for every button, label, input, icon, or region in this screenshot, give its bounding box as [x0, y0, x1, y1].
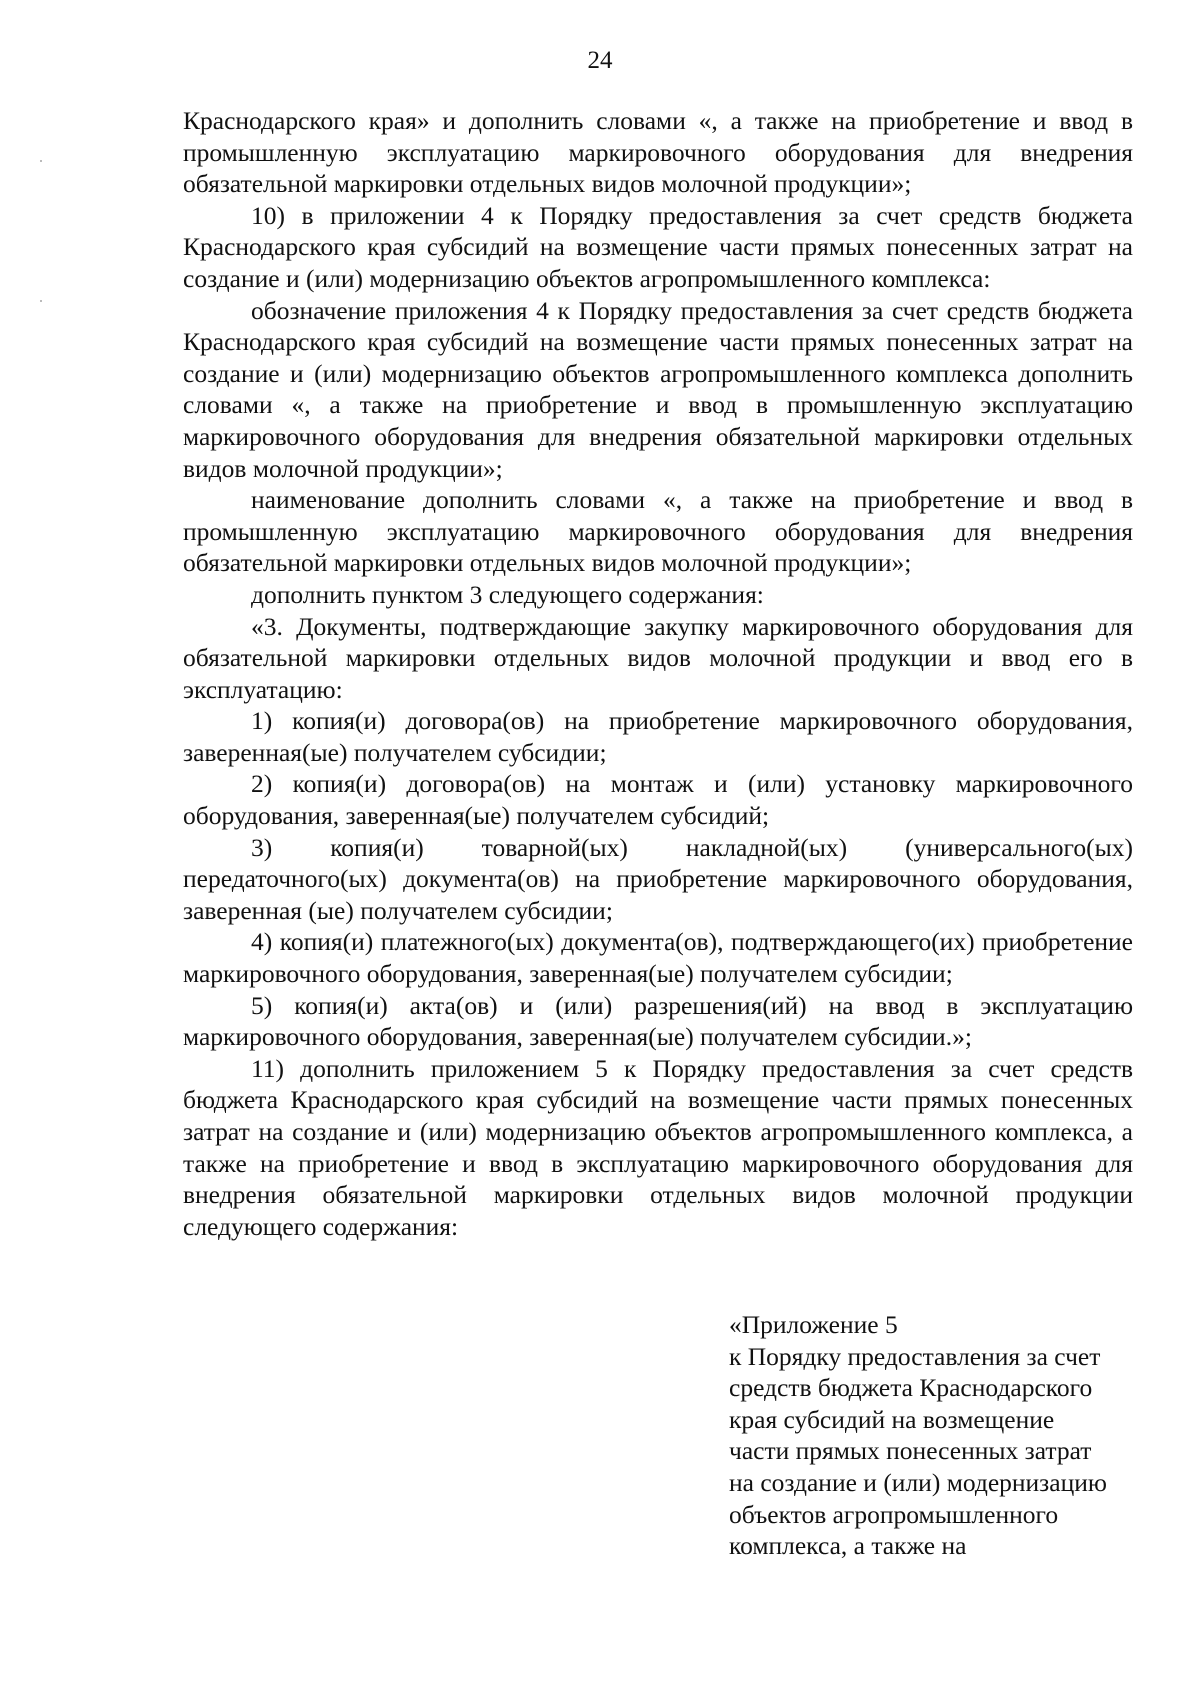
paragraph: обозначение приложения 4 к Порядку предоставления за счет средств бюджета Краснодарского края субсидий на возмещение части прямых понесенных затрат на создание и (или) модернизацию объектов агропромышленного комплекса дополнить словами «, а также на приобретение и ввод в промышленную эксплуатацию маркировочного оборудования для внедрения обязательной маркировки отдельных видов молочной продукции»;: [183, 295, 1133, 483]
margin-mark: [40, 300, 42, 302]
paragraph: «3. Документы, подтверждающие закупку маркировочного оборудования для обязательной маркировки отдельных видов молочной продукции и ввод его в эксплуатацию:: [183, 611, 1133, 704]
appendix-line: «Приложение 5: [729, 1310, 898, 1339]
appendix-line: комплекса, а также на: [729, 1531, 967, 1561]
paragraph: 11) дополнить приложением 5 к Порядку предоставления за счет средств бюджета Краснодарского края субсидий на возмещение части прямых понесенных затрат на создание и (или) модернизацию объектов агропромышленного комплекса, а также на приобретение и ввод в эксплуатацию маркировочного оборудования для внедрения обязательной маркировки отдельных видов молочной продукции следующего содержания:: [183, 1053, 1133, 1241]
document-body: [183, 105, 1133, 1242]
paragraph: 5) копия(и) акта(ов) и (или) разрешения(ий) на ввод в эксплуатацию маркировочного оборудования, заверенная(ые) получателем субсидии.»;: [183, 990, 1133, 1052]
paragraph: Краснодарского края» и дополнить словами «, а также на приобретение и ввод в промышленную эксплуатацию маркировочного оборудования для внедрения обязательной маркировки отдельных видов молочной продукции»;: [183, 106, 1133, 199]
paragraph: 3) копия(и) товарной(ых) накладной(ых) (универсального(ых) передаточного(ых) документа(ов) на приобретение маркировочного оборудования, заверенная (ые) получателем субсидии;: [183, 832, 1133, 925]
appendix-line: к Порядку предоставления за счет: [729, 1341, 1101, 1371]
appendix-line: на создание и (или) модернизацию: [729, 1467, 1107, 1497]
paragraph: дополнить пунктом 3 следующего содержания:: [251, 579, 764, 609]
appendix-line: объектов агропромышленного: [729, 1499, 1059, 1529]
appendix-heading: [729, 1309, 1149, 1562]
paragraph: 1) копия(и) договора(ов) на приобретение маркировочного оборудования, заверенная(ые) получателем субсидии;: [183, 706, 1133, 767]
page-number: 24: [587, 47, 613, 74]
margin-mark: [40, 160, 42, 162]
appendix-line: средств бюджета Краснодарского: [729, 1373, 1093, 1403]
paragraph: 2) копия(и) договора(ов) на монтаж и (или) установку маркировочного оборудования, заверенная(ые) получателем субсидий;: [183, 769, 1133, 831]
paragraph: 10) в приложении 4 к Порядку предоставления за счет средств бюджета Краснодарского края субсидий на возмещение части прямых понесенных затрат на создание и (или) модернизацию объектов агропромышленного комплекса:: [183, 200, 1133, 293]
appendix-line: края субсидий на возмещение: [729, 1404, 1055, 1434]
paragraph: 4) копия(и) платежного(ых) документа(ов), подтверждающего(их) приобретение маркировочного оборудования, заверенная(ые) получателем субсидии;: [183, 927, 1133, 989]
appendix-line: части прямых понесенных затрат: [729, 1436, 1092, 1466]
paragraph: наименование дополнить словами «, а также на приобретение и ввод в промышленную эксплуатацию маркировочного оборудования для внедрения обязательной маркировки отдельных видов молочной продукции»;: [183, 485, 1133, 578]
